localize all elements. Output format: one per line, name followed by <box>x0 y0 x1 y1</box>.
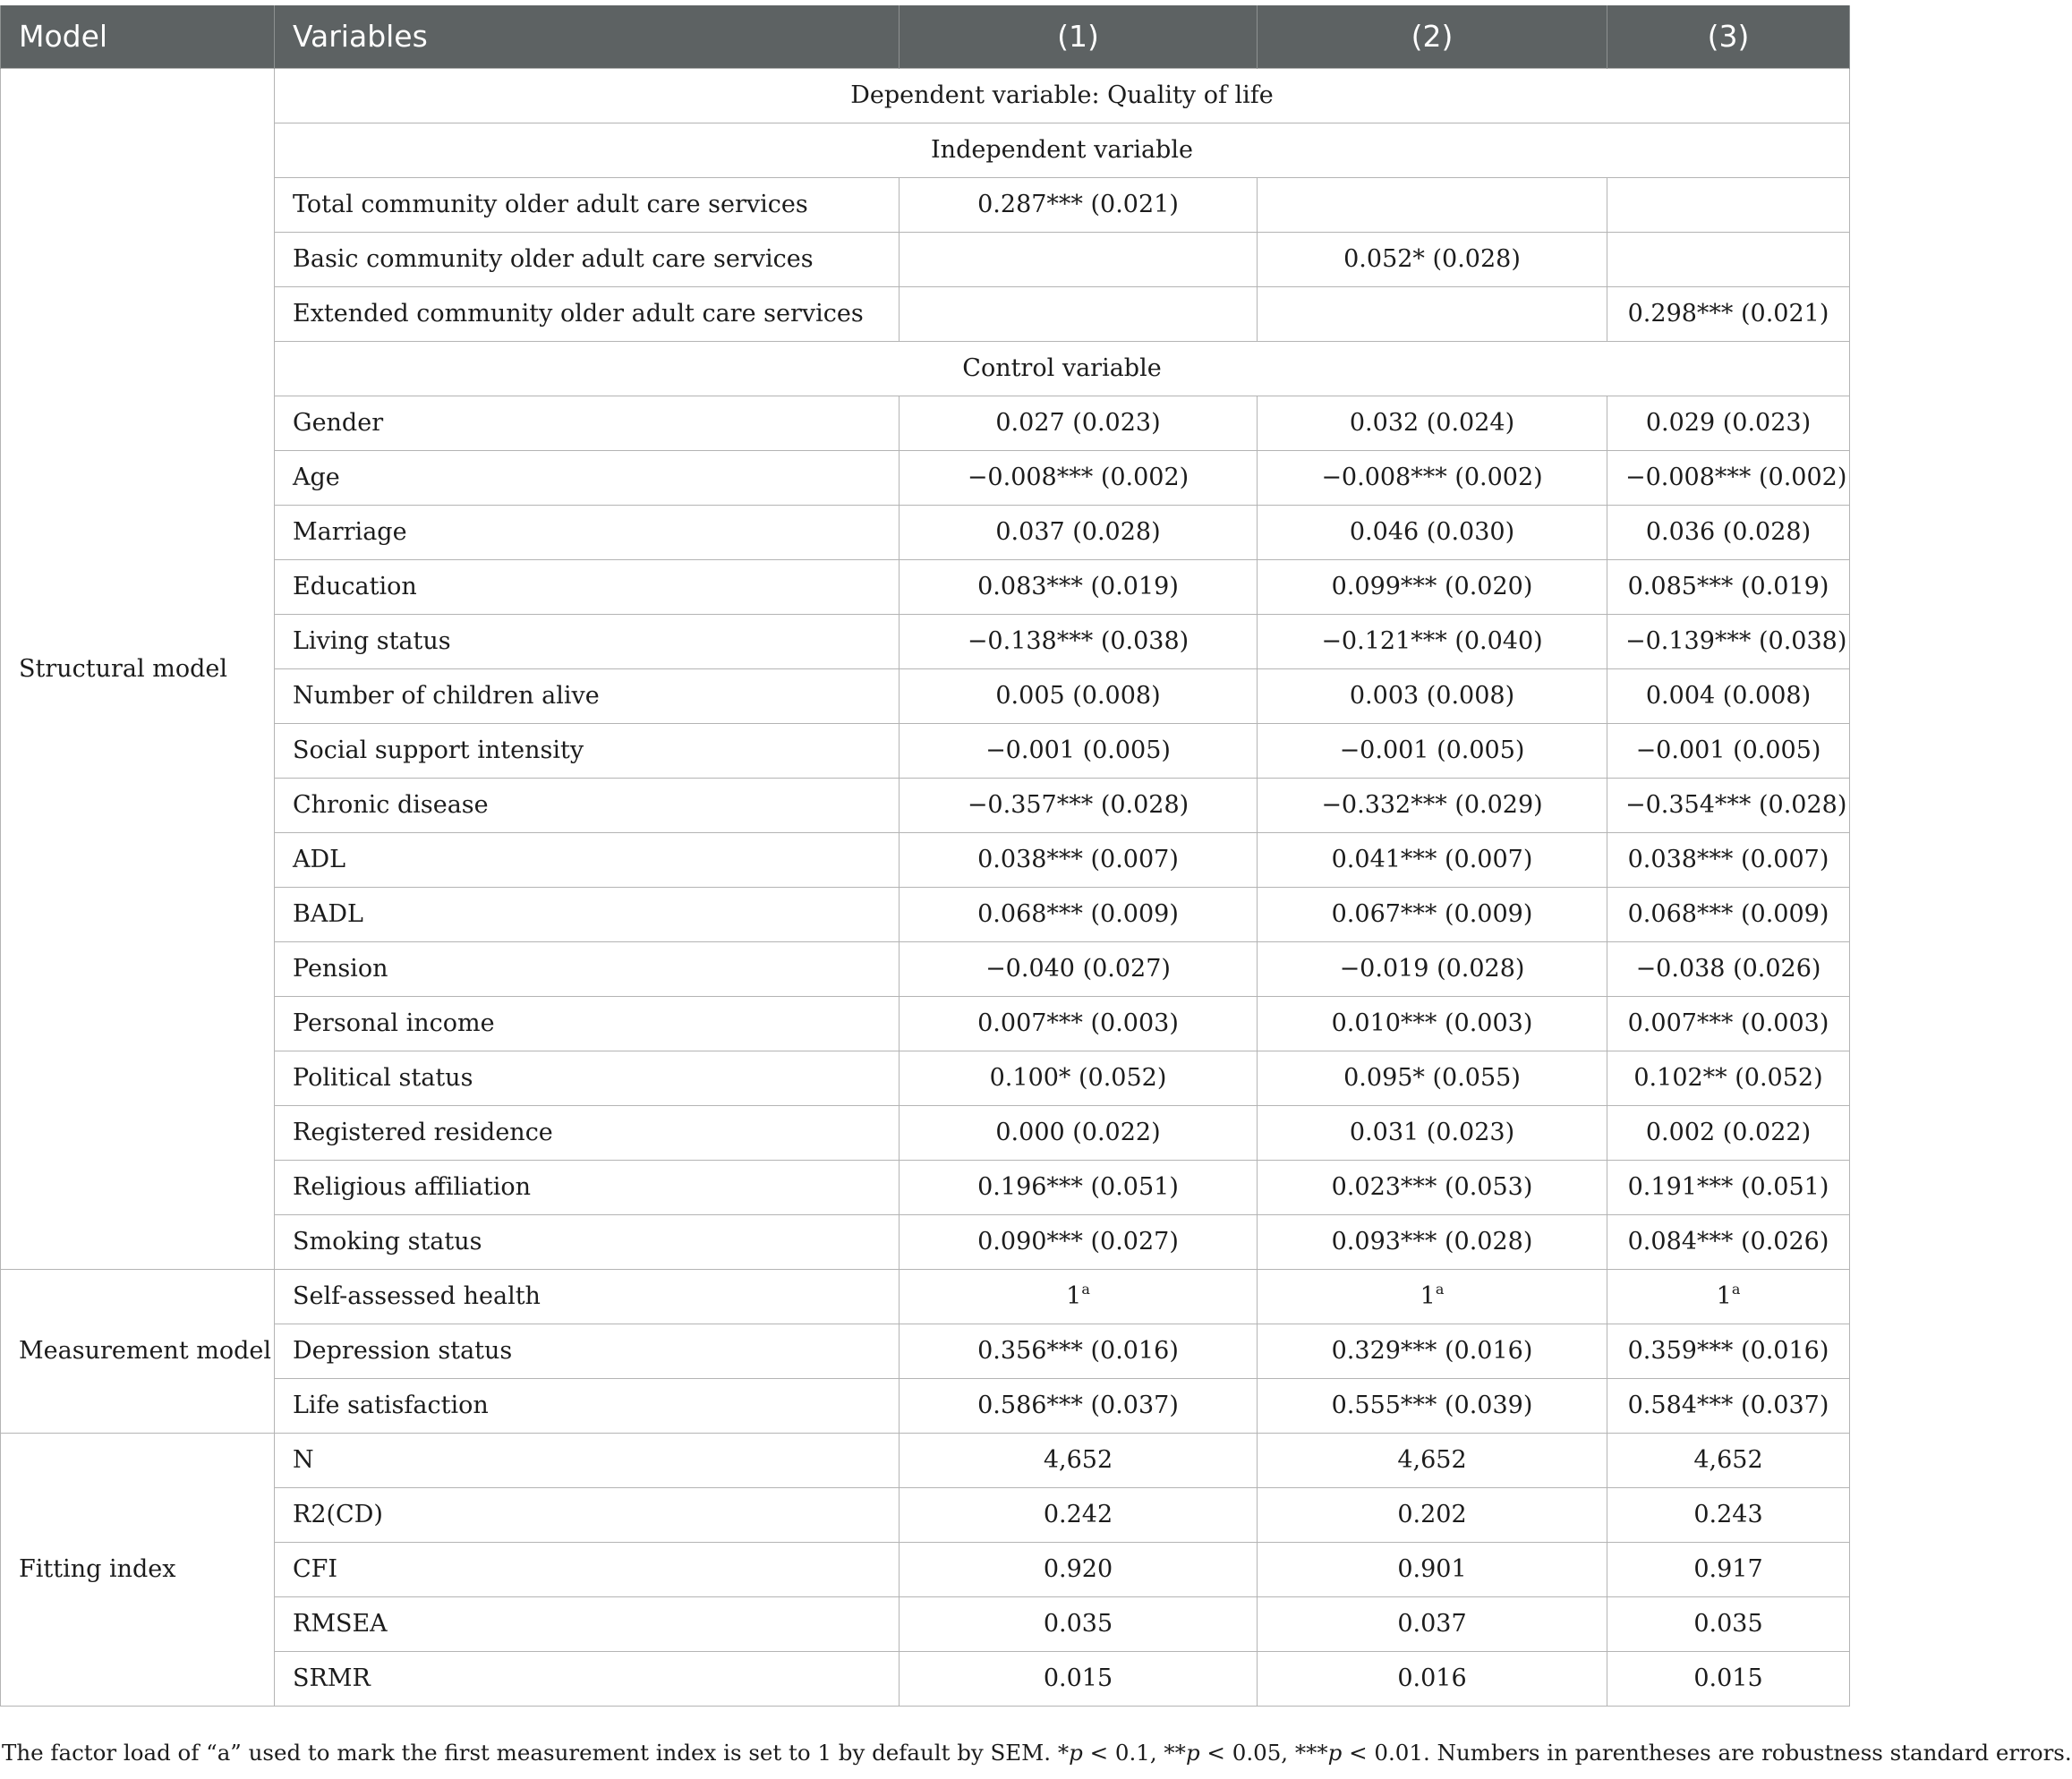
variable-name: ADL <box>275 832 900 887</box>
model-1-value: 0.035 <box>900 1596 1258 1651</box>
model-2-value: 0.095* (0.055) <box>1258 1051 1607 1105</box>
default-marker: a <box>1731 1281 1741 1298</box>
model-1-value: 0.005 (0.008) <box>900 668 1258 723</box>
model-3-value: 0.002 (0.022) <box>1607 1105 1850 1160</box>
header-col-2: (2) <box>1258 5 1607 68</box>
table-row <box>1 1324 1850 1378</box>
loading-value: 1 <box>1716 1282 1732 1310</box>
footnote-p-2: p <box>1185 1740 1200 1766</box>
table-row <box>1 232 1850 286</box>
loading-value: 1 <box>1066 1282 1082 1310</box>
footnote-part-1: The factor load of “a” used to mark the first measurement index is set to 1 by default by SEM. * <box>2 1740 1070 1766</box>
model-2-value: 4,652 <box>1258 1433 1607 1487</box>
table-footnote <box>2 1740 2072 1766</box>
table-row <box>1 1542 1850 1596</box>
model-1-value: 0.068*** (0.009) <box>900 887 1258 941</box>
section-row <box>1 341 1850 396</box>
table-row <box>1 1160 1850 1214</box>
variable-name: Political status <box>275 1051 900 1105</box>
variable-name: Living status <box>275 614 900 668</box>
regression-table <box>0 5 1850 1707</box>
table-row <box>1 1051 1850 1105</box>
model-1-value: −0.357*** (0.028) <box>900 778 1258 832</box>
model-3-value: −0.354*** (0.028) <box>1607 778 1850 832</box>
model-2-value: 0.037 <box>1258 1596 1607 1651</box>
variable-name: R2(CD) <box>275 1487 900 1542</box>
footnote-part-2: < 0.1, ** <box>1082 1740 1186 1766</box>
model-3-value: 0.029 (0.023) <box>1607 396 1850 450</box>
model-3-value: 0.036 (0.028) <box>1607 505 1850 559</box>
model-2-value: 0.099*** (0.020) <box>1258 559 1607 614</box>
model-3-value: −0.008*** (0.002) <box>1607 450 1850 505</box>
header-model: Model <box>1 5 275 68</box>
group-measurement-model: Measurement model <box>1 1269 275 1433</box>
variable-name: Extended community older adult care services <box>275 286 900 341</box>
model-1-value: 0.920 <box>900 1542 1258 1596</box>
model-3-value: 0.102** (0.052) <box>1607 1051 1850 1105</box>
section-row <box>1 123 1850 177</box>
table-row <box>1 778 1850 832</box>
model-2-value: 0.202 <box>1258 1487 1607 1542</box>
variable-name: CFI <box>275 1542 900 1596</box>
model-1-value: −0.040 (0.027) <box>900 941 1258 996</box>
table-row <box>1 450 1850 505</box>
table-row <box>1 396 1850 450</box>
model-1-value: 0.090*** (0.027) <box>900 1214 1258 1269</box>
table-row <box>1 1214 1850 1269</box>
model-1-value: 0.196*** (0.051) <box>900 1160 1258 1214</box>
model-3-value: −0.001 (0.005) <box>1607 723 1850 778</box>
variable-name: Smoking status <box>275 1214 900 1269</box>
table-row <box>1 177 1850 232</box>
model-2-value: 0.901 <box>1258 1542 1607 1596</box>
header-col-3: (3) <box>1607 5 1850 68</box>
model-3-value: 0.038*** (0.007) <box>1607 832 1850 887</box>
table-row <box>1 887 1850 941</box>
model-1-value <box>900 286 1258 341</box>
model-2-value: 0.032 (0.024) <box>1258 396 1607 450</box>
model-3-value: 0.085*** (0.019) <box>1607 559 1850 614</box>
variable-name: Chronic disease <box>275 778 900 832</box>
model-3-value <box>1607 232 1850 286</box>
table-row <box>1 1433 1850 1487</box>
model-2-value: −0.001 (0.005) <box>1258 723 1607 778</box>
model-1-value: 0.100* (0.052) <box>900 1051 1258 1105</box>
table-row <box>1 559 1850 614</box>
variable-name: Age <box>275 450 900 505</box>
table-row <box>1 614 1850 668</box>
variable-name: Education <box>275 559 900 614</box>
model-1-value: −0.001 (0.005) <box>900 723 1258 778</box>
variable-name: Social support intensity <box>275 723 900 778</box>
model-1-value: 0.027 (0.023) <box>900 396 1258 450</box>
variable-name: Marriage <box>275 505 900 559</box>
model-2-value: 0.023*** (0.053) <box>1258 1160 1607 1214</box>
model-2-value: 0.052* (0.028) <box>1258 232 1607 286</box>
model-2-value: 0.555*** (0.039) <box>1258 1378 1607 1433</box>
footnote-p-1: p <box>1069 1740 1083 1766</box>
table-container <box>0 5 1849 1707</box>
model-1-value: 0.015 <box>900 1651 1258 1706</box>
model-2-value: 0.329*** (0.016) <box>1258 1324 1607 1378</box>
table-row <box>1 1269 1850 1324</box>
model-2-value <box>1258 1269 1607 1324</box>
model-2-value: −0.121*** (0.040) <box>1258 614 1607 668</box>
model-3-value: 4,652 <box>1607 1433 1850 1487</box>
model-1-value <box>900 1269 1258 1324</box>
model-2-value <box>1258 286 1607 341</box>
model-3-value: 0.084*** (0.026) <box>1607 1214 1850 1269</box>
model-2-value: −0.019 (0.028) <box>1258 941 1607 996</box>
model-2-value: 0.031 (0.023) <box>1258 1105 1607 1160</box>
model-1-value: 4,652 <box>900 1433 1258 1487</box>
model-2-value: −0.008*** (0.002) <box>1258 450 1607 505</box>
variable-name: Personal income <box>275 996 900 1051</box>
model-3-value: 0.298*** (0.021) <box>1607 286 1850 341</box>
model-2-value: 0.003 (0.008) <box>1258 668 1607 723</box>
header-variables: Variables <box>275 5 900 68</box>
variable-name: Total community older adult care services <box>275 177 900 232</box>
model-3-value: 0.015 <box>1607 1651 1850 1706</box>
footnote-part-3: < 0.05, *** <box>1199 1740 1328 1766</box>
model-3-value: −0.139*** (0.038) <box>1607 614 1850 668</box>
table-row <box>1 1105 1850 1160</box>
variable-name: Religious affiliation <box>275 1160 900 1214</box>
model-2-value: −0.332*** (0.029) <box>1258 778 1607 832</box>
model-1-value: 0.356*** (0.016) <box>900 1324 1258 1378</box>
footnote-p-3: p <box>1327 1740 1343 1766</box>
model-3-value: 0.191*** (0.051) <box>1607 1160 1850 1214</box>
model-3-value: 0.584*** (0.037) <box>1607 1378 1850 1433</box>
variable-name: N <box>275 1433 900 1487</box>
header-row <box>1 5 1850 68</box>
dependent-variable-label: Dependent variable: Quality of life <box>275 68 1850 123</box>
model-2-value: 0.041*** (0.007) <box>1258 832 1607 887</box>
model-1-value: −0.138*** (0.038) <box>900 614 1258 668</box>
table-row <box>1 1378 1850 1433</box>
model-3-value: −0.038 (0.026) <box>1607 941 1850 996</box>
table-row <box>1 723 1850 778</box>
model-1-value: 0.083*** (0.019) <box>900 559 1258 614</box>
variable-name: Registered residence <box>275 1105 900 1160</box>
model-3-value: 0.068*** (0.009) <box>1607 887 1850 941</box>
model-1-value: 0.242 <box>900 1487 1258 1542</box>
table-row <box>1 996 1850 1051</box>
model-1-value: 0.007*** (0.003) <box>900 996 1258 1051</box>
model-3-value: 0.035 <box>1607 1596 1850 1651</box>
model-3-value: 0.004 (0.008) <box>1607 668 1850 723</box>
model-3-value: 0.359*** (0.016) <box>1607 1324 1850 1378</box>
variable-name: RMSEA <box>275 1596 900 1651</box>
model-1-value: −0.008*** (0.002) <box>900 450 1258 505</box>
model-3-value: 0.007*** (0.003) <box>1607 996 1850 1051</box>
model-2-value: 0.093*** (0.028) <box>1258 1214 1607 1269</box>
table-body <box>1 68 1850 1706</box>
model-1-value: 0.000 (0.022) <box>900 1105 1258 1160</box>
model-2-value: 0.046 (0.030) <box>1258 505 1607 559</box>
model-2-value <box>1258 177 1607 232</box>
loading-value: 1 <box>1420 1282 1436 1310</box>
model-3-value: 0.917 <box>1607 1542 1850 1596</box>
section-row <box>1 68 1850 123</box>
model-2-value: 0.016 <box>1258 1651 1607 1706</box>
model-1-value: 0.038*** (0.007) <box>900 832 1258 887</box>
table-row <box>1 505 1850 559</box>
model-1-value: 0.287*** (0.021) <box>900 177 1258 232</box>
table-row <box>1 832 1850 887</box>
model-3-value <box>1607 1269 1850 1324</box>
model-3-value <box>1607 177 1850 232</box>
model-3-value: 0.243 <box>1607 1487 1850 1542</box>
default-marker: a <box>1081 1281 1090 1298</box>
header-col-1: (1) <box>900 5 1258 68</box>
variable-name: Basic community older adult care services <box>275 232 900 286</box>
table-row <box>1 286 1850 341</box>
group-structural-model: Structural model <box>1 68 275 1269</box>
variable-name: Gender <box>275 396 900 450</box>
model-1-value: 0.586*** (0.037) <box>900 1378 1258 1433</box>
variable-name: Pension <box>275 941 900 996</box>
variable-name: Life satisfaction <box>275 1378 900 1433</box>
table-row <box>1 941 1850 996</box>
variable-name: SRMR <box>275 1651 900 1706</box>
table-row <box>1 1596 1850 1651</box>
table-row <box>1 668 1850 723</box>
variable-name: Depression status <box>275 1324 900 1378</box>
footnote-part-4: < 0.01. Numbers in parentheses are robustness standard errors. <box>1342 1740 2072 1766</box>
independent-variable-label: Independent variable <box>275 123 1850 177</box>
group-fitting-index: Fitting index <box>1 1433 275 1706</box>
model-2-value: 0.010*** (0.003) <box>1258 996 1607 1051</box>
model-2-value: 0.067*** (0.009) <box>1258 887 1607 941</box>
table-header <box>1 5 1850 68</box>
model-1-value <box>900 232 1258 286</box>
variable-name: Number of children alive <box>275 668 900 723</box>
control-variable-label: Control variable <box>275 341 1850 396</box>
default-marker: a <box>1435 1281 1445 1298</box>
variable-name: BADL <box>275 887 900 941</box>
table-row <box>1 1487 1850 1542</box>
model-1-value: 0.037 (0.028) <box>900 505 1258 559</box>
variable-name: Self-assessed health <box>275 1269 900 1324</box>
table-row <box>1 1651 1850 1706</box>
